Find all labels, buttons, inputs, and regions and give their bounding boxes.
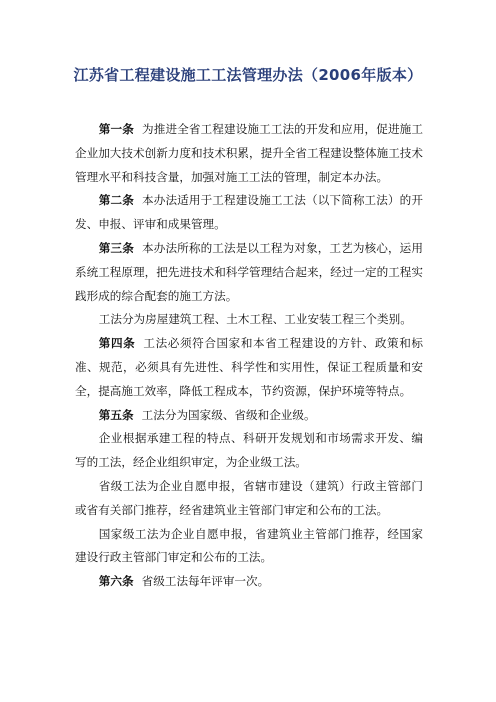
paragraph-text: 企业根据承建工程的特点、科研开发规划和市场需求开发、编写的工法，经企业组织审定，为企业级工法。 [75,431,423,470]
paragraph-text: 省级工法每年评审一次。 [141,574,270,589]
paragraph-national-level [75,523,423,571]
paragraph-provincial-level [75,475,423,523]
paragraph-article-4 [75,332,423,403]
document-body [75,118,423,594]
paragraph-enterprise-level [75,427,423,475]
paragraph-text: 工法分为房屋建筑工程、土木工程、工业安装工程三个类别。 [98,312,412,327]
article-label: 第二条 [98,193,134,208]
paragraph-text: 工法分为国家级、省级和企业级。 [141,407,316,422]
paragraph-text: 本办法所称的工法是以工程为对象，工艺为核心，运用系统工程原理，把先进技术和科学管理结合起来，经过一定的工程实践形成的综合配套的施工方法。 [75,240,423,303]
article-label: 第一条 [98,122,134,136]
paragraph-text: 国家级工法为企业自愿申报，省建筑业主管部门推荐，经国家建设行政主管部门审定和公布的工法。 [75,526,423,565]
paragraph-text: 本办法适用于工程建设施工工法（以下简称工法）的开发、申报、评审和成果管理。 [75,193,423,232]
paragraph-categories [75,308,423,332]
paragraph-article-5 [75,404,423,428]
paragraph-article-2 [75,189,423,237]
article-label: 第六条 [98,574,134,589]
paragraph-text: 为推进全省工程建设施工工法的开发和应用，促进施工企业加大技术创新力度和技术积累，提升全省工程建设整体施工技术管理水平和科技含量，加强对施工工法的管理，制定本办法。 [75,122,423,184]
paragraph-article-3 [75,237,423,308]
article-label: 第五条 [98,407,134,422]
paragraph-article-6 [75,570,423,594]
document-title: 江苏省工程建设施工工法管理办法（2006年版本） [73,66,423,84]
paragraph-article-1 [75,118,423,189]
article-label: 第四条 [98,336,136,351]
article-label: 第三条 [98,240,134,255]
paragraph-text: 工法必须符合国家和本省工程建设的方针、政策和标准、规范，必须具有先进性、科学性和实用性，保证工程质量和安全，提高施工效率，降低工程成本，节约资源，保护环境等特点。 [75,336,423,398]
paragraph-text: 省级工法为企业自愿申报，省辖市建设（建筑）行政主管部门或省有关部门推荐，经省建筑业主管部门审定和公布的工法。 [75,478,423,517]
